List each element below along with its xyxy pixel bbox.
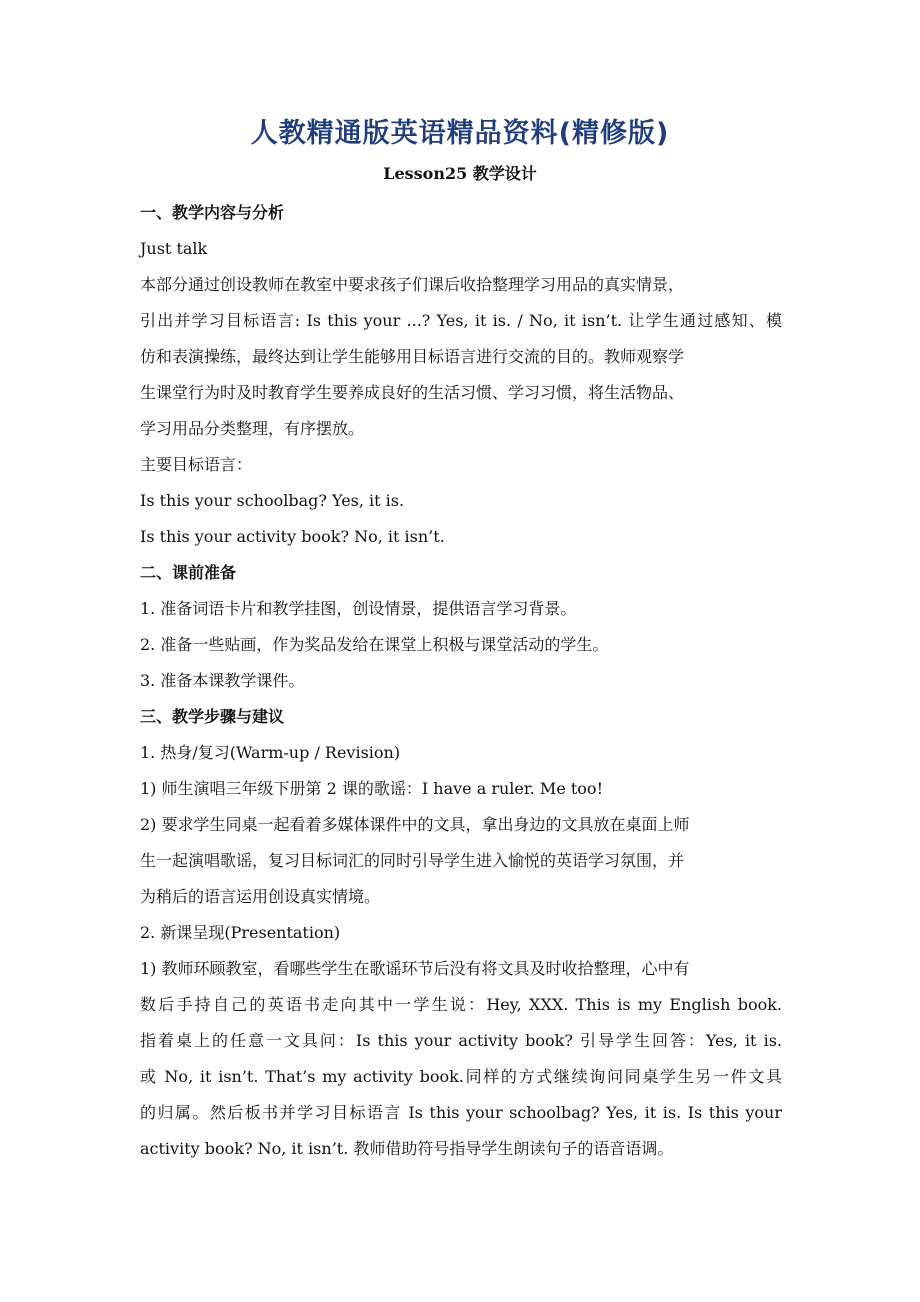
paragraph-line: 生课堂行为时及时教育学生要养成良好的生活习惯、学习习惯，将生活物品、 [140,383,685,402]
document-title: 人教精通版英语精品资料(精修版) [250,118,670,149]
paragraph-line: 指着桌上的任意一文具问：Is this your activity book? 引导学生回答：Yes, it is. [140,1031,782,1050]
paragraph-line: 1) 师生演唱三年级下册第 2 课的歌谣：I have a ruler. Me too! [140,779,603,798]
paragraph-line: 学习用品分类整理，有序摆放。 [140,419,365,438]
paragraph-line: 1. 热身/复习(Warm-up / Revision) [140,743,401,762]
paragraph-line: 2. 新课呈现(Presentation) [140,923,341,942]
paragraph-line: 引出并学习目标语言: Is this your ...? Yes, it is. / No, it isn’t. 让学生通过感知、模 [140,311,782,330]
lesson-subtitle: Lesson25 教学设计 [383,164,537,183]
paragraph-line: 1) 教师环顾教室，看哪些学生在歌谣环节后没有将文具及时收拾整理，心中有 [140,959,690,978]
document-body [140,195,782,1167]
paragraph-line: activity book? No, it isn’t. 教师借助符号指导学生朗读句子的语音语调。 [140,1139,674,1158]
section-heading-content-analysis: 一、教学内容与分析 [140,203,285,222]
paragraph-line: 2) 要求学生同桌一起看着多媒体课件中的文具，拿出身边的文具放在桌面上师 [140,815,690,834]
section-heading-preparation: 二、课前准备 [140,563,237,582]
paragraph-line: 的归属。然后板书并学习目标语言 Is this your schoolbag? Yes, it is. Is this your [140,1103,782,1122]
list-item: 2. 准备一些贴画，作为奖品发给在课堂上积极与课堂活动的学生。 [140,635,609,654]
target-sentence: Is this your activity book? No, it isn’t. [140,527,445,546]
paragraph-line: 主要目标语言： [140,455,253,474]
list-item: 1. 准备词语卡片和教学挂图，创设情景，提供语言学习背景。 [140,599,577,618]
section-heading-teaching-steps: 三、教学步骤与建议 [140,707,285,726]
paragraph-line: 数后手持自己的英语书走向其中一学生说：Hey, XXX. This is my English book. [140,995,782,1014]
list-item: 3. 准备本课教学课件。 [140,671,305,690]
paragraph-line: 生一起演唱歌谣，复习目标词汇的同时引导学生进入愉悦的英语学习氛围，并 [140,851,685,870]
paragraph-line: Just talk [140,239,208,258]
paragraph-line: 本部分通过创设教师在教室中要求孩子们课后收拾整理学习用品的真实情景， [140,275,685,294]
paragraph-line: 仿和表演操练，最终达到让学生能够用目标语言进行交流的目的。教师观察学 [140,347,685,366]
paragraph-line: 或 No, it isn’t. That’s my activity book.同样的方式继续询问同桌学生另一件文具 [140,1067,782,1086]
paragraph-line: 为稍后的语言运用创设真实情境。 [140,887,381,906]
target-sentence: Is this your schoolbag? Yes, it is. [140,491,405,510]
